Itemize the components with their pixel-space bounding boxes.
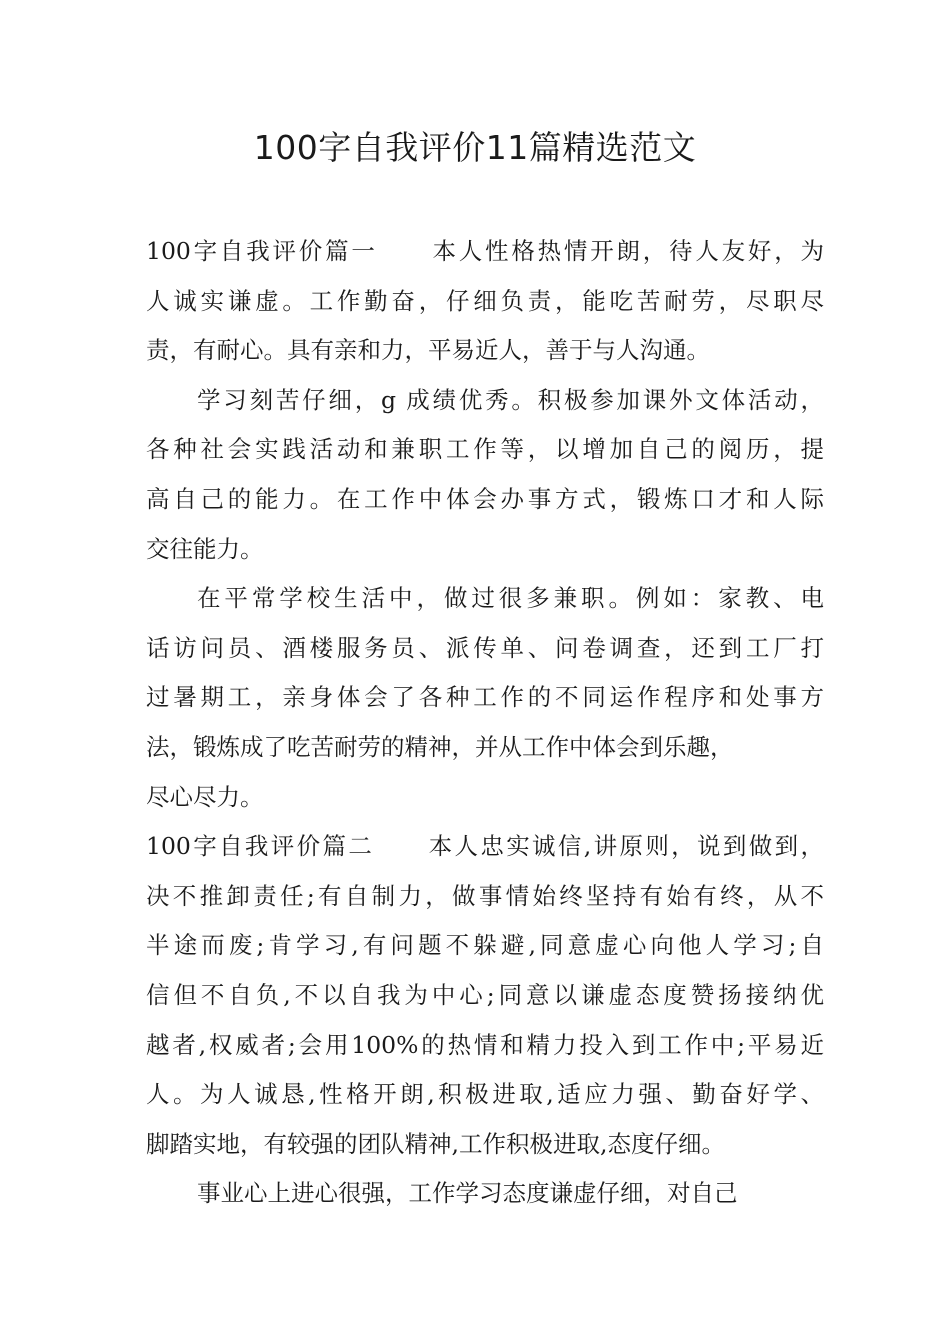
text-line: 越者,权威者;会用100%的热情和精力投入到工作中;平易近 <box>146 1030 824 1059</box>
text-line: 过暑期工，亲身体会了各种工作的不同运作程序和处事方 <box>146 683 824 712</box>
text-line: 人诚实谦虚。工作勤奋，仔细负责，能吃苦耐劳，尽职尽 <box>146 286 824 315</box>
text-line: 半途而废;肯学习,有问题不躲避,同意虚心向他人学习;自 <box>146 931 824 960</box>
paragraph-text: 本人性格热情开朗，待人友好，为 <box>429 237 825 265</box>
document-body <box>146 227 824 1219</box>
section-heading-1: 100字自我评价篇一 <box>146 237 378 265</box>
text-line: 人。为人诚恳,性格开朗,积极进取,适应力强、勤奋好学、 <box>146 1080 824 1109</box>
document-title: 100字自我评价11篇精选范文 <box>253 128 697 167</box>
text-line: 尽心尽力。 <box>146 782 264 811</box>
text-line: 交往能力。 <box>146 534 264 563</box>
section-heading-2: 100字自我评价篇二 <box>146 832 375 861</box>
text-line: 责，有耐心。具有亲和力，平易近人，善于与人沟通。 <box>146 336 710 365</box>
text-line: 学习刻苦仔细，g 成绩优秀。积极参加课外文体活动， <box>197 385 824 414</box>
text-line: 各种社会实践活动和兼职工作等，以增加自己的阅历，提 <box>146 435 824 464</box>
text-line: 决不推卸责任;有自制力，做事情始终坚持有始有终，从不 <box>146 881 824 910</box>
text-line: 法，锻炼成了吃苦耐劳的精神，并从工作中体会到乐趣， <box>146 732 734 761</box>
paragraph-text: 本人忠实诚信,讲原则，说到做到， <box>426 832 824 861</box>
text-line: 事业心上进心很强，工作学习态度谦虚仔细，对自己 <box>197 1179 738 1208</box>
text-line: 脚踏实地，有较强的团队精神,工作积极进取,态度仔细。 <box>146 1129 725 1158</box>
text-line-section-heading-2 <box>146 822 824 872</box>
text-line: 话访问员、酒楼服务员、派传单、问卷调查，还到工厂打 <box>146 633 824 662</box>
text-line: 高自己的能力。在工作中体会办事方式，锻炼口才和人际 <box>146 484 824 513</box>
text-line-section-heading-1 <box>146 227 824 277</box>
text-line: 信但不自负,不以自我为中心;同意以谦虚态度赞扬接纳优 <box>146 980 824 1009</box>
text-line: 在平常学校生活中，做过很多兼职。例如：家教、电 <box>197 584 824 613</box>
